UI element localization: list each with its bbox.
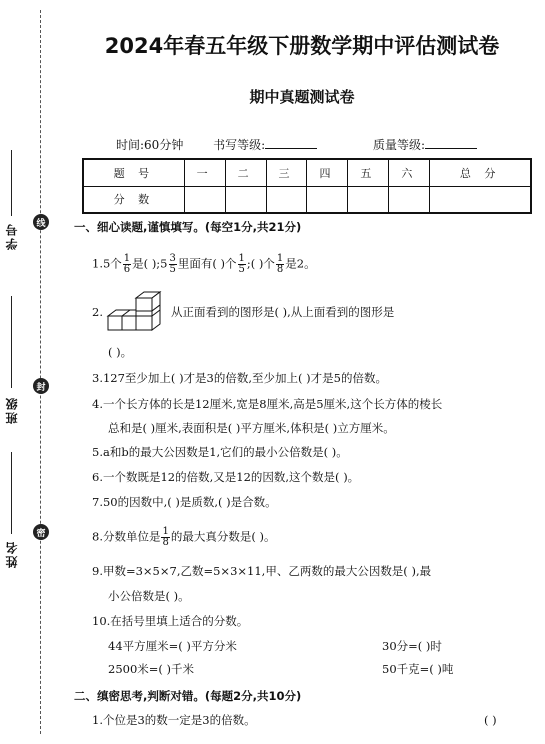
cube-stack-figure	[106, 290, 168, 336]
name-label: 姓名	[5, 540, 19, 568]
score-cell[interactable]	[266, 186, 307, 213]
fraction: $\frac{3}{5}$	[169, 253, 176, 275]
student-id-label: 学号	[5, 222, 19, 250]
header-cell: 六	[389, 159, 430, 186]
exam-meta	[116, 136, 529, 153]
question-4-line2: 总和是( )厘米,表面积是( )平方厘米,体积是( )立方厘米。	[108, 421, 395, 435]
question-2-number: 2.	[92, 305, 103, 319]
question-8: 8.分数单位是 $\frac{1}{8}$ 的最大真分数是( )。	[92, 526, 276, 548]
score-cell[interactable]	[389, 186, 430, 213]
question-9-line2: 小公倍数是( )。	[108, 589, 190, 603]
header-cell: 三	[266, 159, 307, 186]
question-3: 3.127至少加上( )才是3的倍数,至少加上( )才是5的倍数。	[92, 371, 387, 385]
class-line	[11, 296, 12, 388]
fraction: $\frac{1}{6}$	[123, 253, 131, 275]
header-cell: 四	[307, 159, 348, 186]
score-cell[interactable]	[184, 186, 225, 213]
question-7: 7.50的因数中,( )是质数,( )是合数。	[92, 495, 277, 509]
question-10-item: 30分=( )时	[382, 639, 442, 653]
writing-grade-blank[interactable]	[265, 139, 317, 149]
section1-heading: 一、细心读题,谨慎填写。(每空1分,共21分)	[74, 220, 302, 234]
seal-secret-mark: 密	[33, 524, 49, 540]
question-10: 10.在括号里填上适合的分数。	[92, 614, 249, 628]
name-line	[11, 452, 12, 534]
score-cell[interactable]	[430, 186, 531, 213]
header-cell: 总 分	[430, 159, 531, 186]
time-label: 时间:60分钟	[116, 138, 184, 152]
quality-grade-blank[interactable]	[425, 139, 477, 149]
cut-line	[40, 10, 41, 734]
score-cell[interactable]	[348, 186, 389, 213]
writing-grade: 书写等级:	[213, 138, 343, 152]
question-1: 1.5个 $\frac{1}{6}$ 是( );5 $\frac{3}{5}$ 里面有( )个 $\frac{1}{5}$ ;( )个 $\frac{1}{8}$ 是2。	[92, 253, 316, 275]
score-table-header-row	[83, 159, 531, 186]
question-5: 5.a和b的最大公因数是1,它们的最小公倍数是( )。	[92, 445, 348, 459]
quality-grade: 质量等级:	[373, 138, 503, 152]
header-cell: 题 号	[83, 159, 184, 186]
question-2-text: 从正面看到的图形是( ),从上面看到的图形是	[171, 305, 395, 319]
question-10-item: 2500米=( )千米	[108, 662, 195, 676]
judge-answer-bracket[interactable]: ( )	[484, 713, 497, 727]
score-cell[interactable]	[307, 186, 348, 213]
page-subtitle: 期中真题测试卷	[249, 88, 355, 106]
header-cell: 二	[225, 159, 266, 186]
judge-question-1: 1.个位是3的数一定是3的倍数。	[92, 713, 256, 727]
question-2-answer: ( )。	[108, 345, 133, 359]
page-title: 2024年春五年级下册数学期中评估测试卷	[104, 34, 500, 58]
question-4-line1: 4.一个长方体的长是12厘米,宽是8厘米,高是5厘米,这个长方体的棱长	[92, 397, 443, 411]
fraction: $\frac{1}{5}$	[238, 253, 245, 275]
student-id-line	[11, 150, 12, 216]
fraction: $\frac{1}{8}$	[162, 526, 169, 548]
header-cell: 五	[348, 159, 389, 186]
section2-heading: 二、缜密思考,判断对错。(每题2分,共10分)	[74, 689, 302, 703]
row-label-cell: 分 数	[83, 186, 184, 213]
question-9-line1: 9.甲数=3×5×7,乙数=5×3×11,甲、乙两数的最大公因数是( ),最	[92, 564, 432, 578]
score-table	[82, 158, 532, 214]
header-cell: 一	[184, 159, 225, 186]
seal-seal-mark: 封	[33, 378, 49, 394]
question-6: 6.一个数既是12的倍数,又是12的因数,这个数是( )。	[92, 470, 360, 484]
seal-line-mark: 线	[33, 214, 49, 230]
binding-margin	[0, 0, 62, 744]
score-cell[interactable]	[225, 186, 266, 213]
score-table-score-row	[83, 186, 531, 213]
question-10-item: 44平方厘米=( )平方分米	[108, 639, 237, 653]
question-10-item: 50千克=( )吨	[382, 662, 454, 676]
class-label: 班级	[5, 396, 19, 424]
fraction: $\frac{1}{8}$	[276, 253, 284, 275]
